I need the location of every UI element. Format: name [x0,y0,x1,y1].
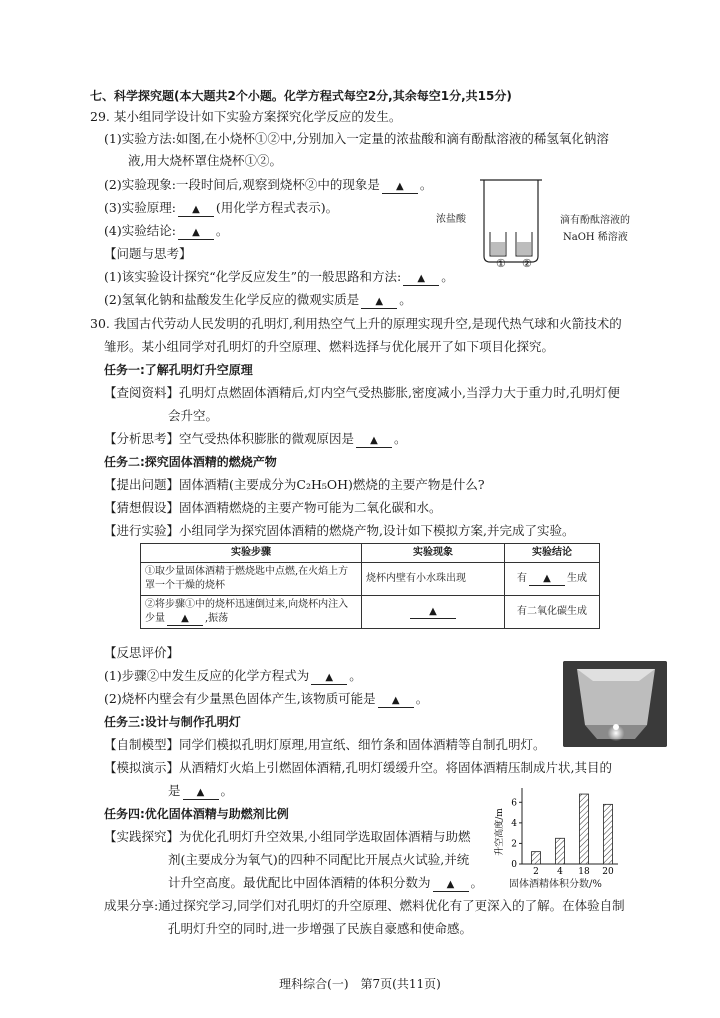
chart-ylabel: 升空高度/m [495,808,505,856]
task2-title: 任务二:探究固体酒精的燃烧产物 [104,455,277,469]
table-row [141,563,600,596]
q30-intro-1: 30. 我国古代劳动人民发明的孔明灯,利用热空气上升的原理实现升空,是现代热气球和火箭技术的 [90,316,622,331]
chart-ytick-label: 4 [511,818,517,829]
task4-line-1: 【实践探究】为优化孔明灯升空效果,小组同学选取固体酒精与助燃 [104,829,471,844]
answer-blank[interactable]: ▲ [378,692,414,708]
task1-analysis-text: 【分析思考】空气受热体积膨胀的微观原因是 [104,431,355,446]
row2-phenomenon [362,596,505,629]
chart-bar [532,852,541,864]
task4-title: 任务四:优化固体酒精与助燃剂比例 [104,807,289,821]
answer-blank[interactable]: ▲ [361,293,397,309]
q29-principle-text: (3)实验原理: [104,200,176,215]
task1-info-2: 会升空。 [168,408,219,423]
q29-principle [104,200,338,217]
row1-conclusion [505,563,600,596]
reflection-header: 【反思评价】 [104,645,180,660]
row2-step-b: ,振荡 [205,613,229,624]
task3-title: 任务三:设计与制作孔明灯 [104,715,241,729]
task2-hypothesis: 【猜想假设】固体酒精燃烧的主要产物可能为二氧化碳和水。 [104,500,442,515]
chart-bar [604,804,613,864]
task3-demo-2-text: 是 [168,783,181,798]
task1-title: 任务一:了解孔明灯升空原理 [104,363,253,377]
answer-blank[interactable]: ▲ [410,605,456,619]
chart-xtick-label: 4 [557,867,563,877]
task2-experiment: 【进行实验】小组同学为探究固体酒精的燃烧产物,设计如下模拟方案,并完成了实验。 [104,523,575,538]
chart-xlabel: 固体酒精体积分数/% [509,879,602,890]
table-row [141,596,600,629]
row1-conclusion-a: 有 [517,573,527,584]
answer-blank[interactable]: ▲ [433,876,469,892]
row2-step-a: ②将步骤①中的烧杯迅速倒过来,向烧杯内注入少量 [145,599,349,624]
task3-demo-2 [168,783,233,800]
chart-ytick-label: 6 [511,798,517,809]
answer-blank[interactable]: ▲ [311,669,347,685]
reflection-2 [104,691,428,708]
q29-conclusion-text: (4)实验结论: [104,223,176,238]
answer-blank[interactable]: ▲ [183,784,219,800]
task3-demo-1: 【模拟演示】从酒精灯火焰上引燃固体酒精,孔明灯缓缓升空。将固体酒精压制成片状,其目的 [104,760,612,775]
task1-info-1: 【查阅资料】孔明灯点燃固体酒精后,灯内空气受热膨胀,密度减小,当浮力大于重力时,孔明灯便 [104,385,620,400]
period: 。 [220,783,234,798]
answer-blank[interactable]: ▲ [403,270,439,286]
result-1: 成果分享:通过探究学习,同学们对孔明灯的升空原理、燃料优化有了更深入的了解。在体验自制 [104,898,625,913]
task4-line-2: 剂(主要成分为氧气)的四种不同配比开展点火试验,并统 [168,852,470,867]
label-beaker-1: ① [496,257,506,270]
q29-method-line1: (1)实验方法:如图,在小烧杯①②中,分别加入一定量的浓盐酸和滴有酚酞溶液的稀氢氧化钠溶 [104,131,609,146]
row1-phenomenon: 烧杯内壁有小水珠出现 [362,563,505,596]
chart-bar [556,838,565,864]
q29-phenomenon [104,177,432,194]
period: 。 [441,269,454,284]
answer-blank[interactable]: ▲ [178,224,214,240]
period: 。 [215,223,229,238]
row2-conclusion: 有二氧化碳生成 [505,596,600,629]
task4-line-3-text: 计升空高度。最优配比中固体酒精的体积分数为 [168,875,431,890]
task1-analysis [104,431,407,448]
period: 。 [349,668,362,683]
period: 。 [419,177,433,192]
task3-model: 【自制模型】同学们模拟孔明灯原理,用宣纸、细竹条和固体酒精等自制孔明灯。 [104,737,546,752]
task2-question: 【提出问题】固体酒精(主要成分为C₂H₅OH)燃烧的主要产物是什么? [104,477,485,492]
q29-conclusion [104,223,228,240]
q29-think-2-text: (2)氢氧化钠和盐酸发生化学反应的微观实质是 [104,292,360,307]
beaker-apparatus-figure [470,176,550,272]
period: 。 [415,691,429,706]
reflection-1 [104,668,362,685]
period: 。 [470,875,484,890]
row2-step [141,596,362,629]
chart-xtick-label: 20 [602,867,614,877]
reflection-1-text: (1)步骤②中发生反应的化学方程式为 [104,668,310,683]
sky-lantern-photo [563,661,667,747]
q29-think-1-text: (1)该实验设计探究“化学反应发生”的一般思路和方法: [104,269,402,284]
q30-intro-2: 雏形。某小组同学对孔明灯的升空原理、燃料选择与优化展开了如下项目化探究。 [104,339,555,354]
answer-blank[interactable]: ▲ [382,178,418,194]
q29-intro: 29. 某小组同学设计如下实验方案探究化学反应的发生。 [90,109,402,124]
header-conclusion: 实验结论 [505,544,600,563]
period: 。 [399,292,412,307]
q29-phenomenon-text: (2)实验现象:一段时间后,观察到烧杯②中的现象是 [104,177,380,192]
header-steps: 实验步骤 [141,544,362,563]
q29-think-1 [104,269,454,286]
chart-bar [580,794,589,864]
chart-ytick-label: 2 [511,839,517,850]
section-title: 七、科学探究题(本大题共2个小题。化学方程式每空2分,其余每空1分,共15分) [90,89,512,103]
page-footer: 理科综合(一) 第7页(共11页) [279,977,441,991]
label-phenolphthalein: 滴有酚酞溶液的 [560,215,630,226]
chart-ytick-label: 0 [511,860,517,870]
label-naoh: NaOH 稀溶液 [563,232,628,243]
table-header-row [141,544,600,563]
chart-xtick-label: 18 [578,867,590,877]
answer-blank[interactable]: ▲ [356,432,392,448]
q29-method-line2: 液,用大烧杯罩住烧杯①②。 [128,153,282,168]
chart-xtick-label: 2 [533,867,539,877]
reflection-2-text: (2)烧杯内壁会有少量黑色固体产生,该物质可能是 [104,691,376,706]
task4-line-3 [168,875,483,892]
answer-blank[interactable]: ▲ [167,612,203,626]
row1-conclusion-b: 生成 [567,573,587,584]
q29-think-2 [104,292,412,309]
header-phenomenon: 实验现象 [362,544,505,563]
row1-step: ①取少量固体酒精于燃烧匙中点燃,在火焰上方罩一个干燥的烧杯 [141,563,362,596]
answer-blank[interactable]: ▲ [529,572,565,586]
period: 。 [394,431,407,446]
experiment-table [140,543,600,629]
q29-principle-suffix: (用化学方程式表示)。 [215,200,339,215]
label-beaker-2: ② [522,257,532,270]
answer-blank[interactable]: ▲ [178,201,214,217]
result-2: 孔明灯升空的同时,进一步增强了民族自豪感和使命感。 [168,921,472,936]
label-conc-hcl: 浓盐酸 [436,214,466,225]
q29-think-header: 【问题与思考】 [104,246,192,261]
